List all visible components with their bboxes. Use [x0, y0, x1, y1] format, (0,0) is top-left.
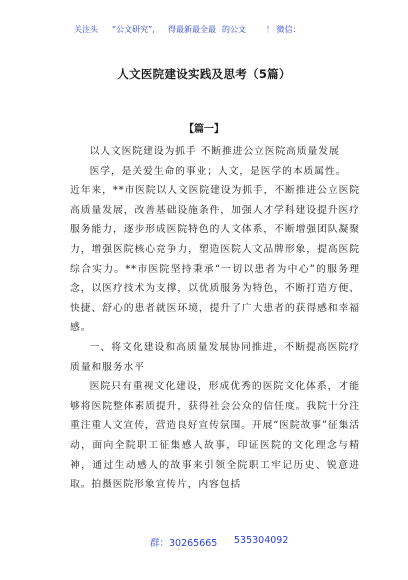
- document-title: 人文医院建设实践及思考（5篇）: [117, 67, 291, 81]
- document-body: [70, 142, 360, 495]
- header-banner: [0, 22, 408, 38]
- body-paragraph: 医院只有重视文化建设，形成优秀的医院文化体系，才能够将医院整体素质提升，获得社会公众的信任度。我院十分注重注重人文宣传，营造良好宣传氛围。开展“医院故事”征集活动，面向全院职工征集感人故事，印证医院的文化理念与精神，通过生动感人的故事来引领全院职工牢记历史、锐意进取。拍摄医院形象宣传片，内容包括: [70, 381, 360, 491]
- header-follow-text: 关注头: [74, 25, 98, 34]
- header-doc-text: 的公文: [222, 25, 246, 34]
- section-heading: 【篇一】: [184, 124, 224, 135]
- body-paragraph: 医学，是关爱生命的事业；人文，是医学的本质属性。: [89, 165, 347, 177]
- body-paragraph: 以人文医院建设为抓手 不断推进公立医院高质量发展: [89, 146, 340, 157]
- header-account-name: “公文研究”，: [112, 25, 161, 34]
- header-wechat-text: ！ 微信：: [266, 25, 301, 34]
- body-paragraph: 一、将文化建设和高质量发展协同推进，不断提高医院疗质量和服务水平: [70, 341, 360, 373]
- footer-banner: [0, 535, 408, 551]
- footer-number-text: 535304092: [234, 535, 289, 546]
- body-paragraph: 近年来，**市医院以人文医院建设为抓手，不断推进公立医院高质量发展，改善基础设施条件，加强人才学科建设提升医疗服务能力，逐步形成医院特色的人文体系，不断增强团队凝聚力，增强医院核心竞争力，塑造医院人文品牌形象，提高医院综合实力。**市医院坚持秉承“一切以患者为中心”的服务理念，以医疗技术为支撑，以优质服务为特色，不断打造方便、快捷、舒心的患者就医环境，提升了广大患者的获得感和幸福感。: [70, 185, 360, 334]
- header-latest-text: 得最新最全最: [168, 25, 216, 34]
- footer-group-text: 群：30265665: [150, 538, 218, 549]
